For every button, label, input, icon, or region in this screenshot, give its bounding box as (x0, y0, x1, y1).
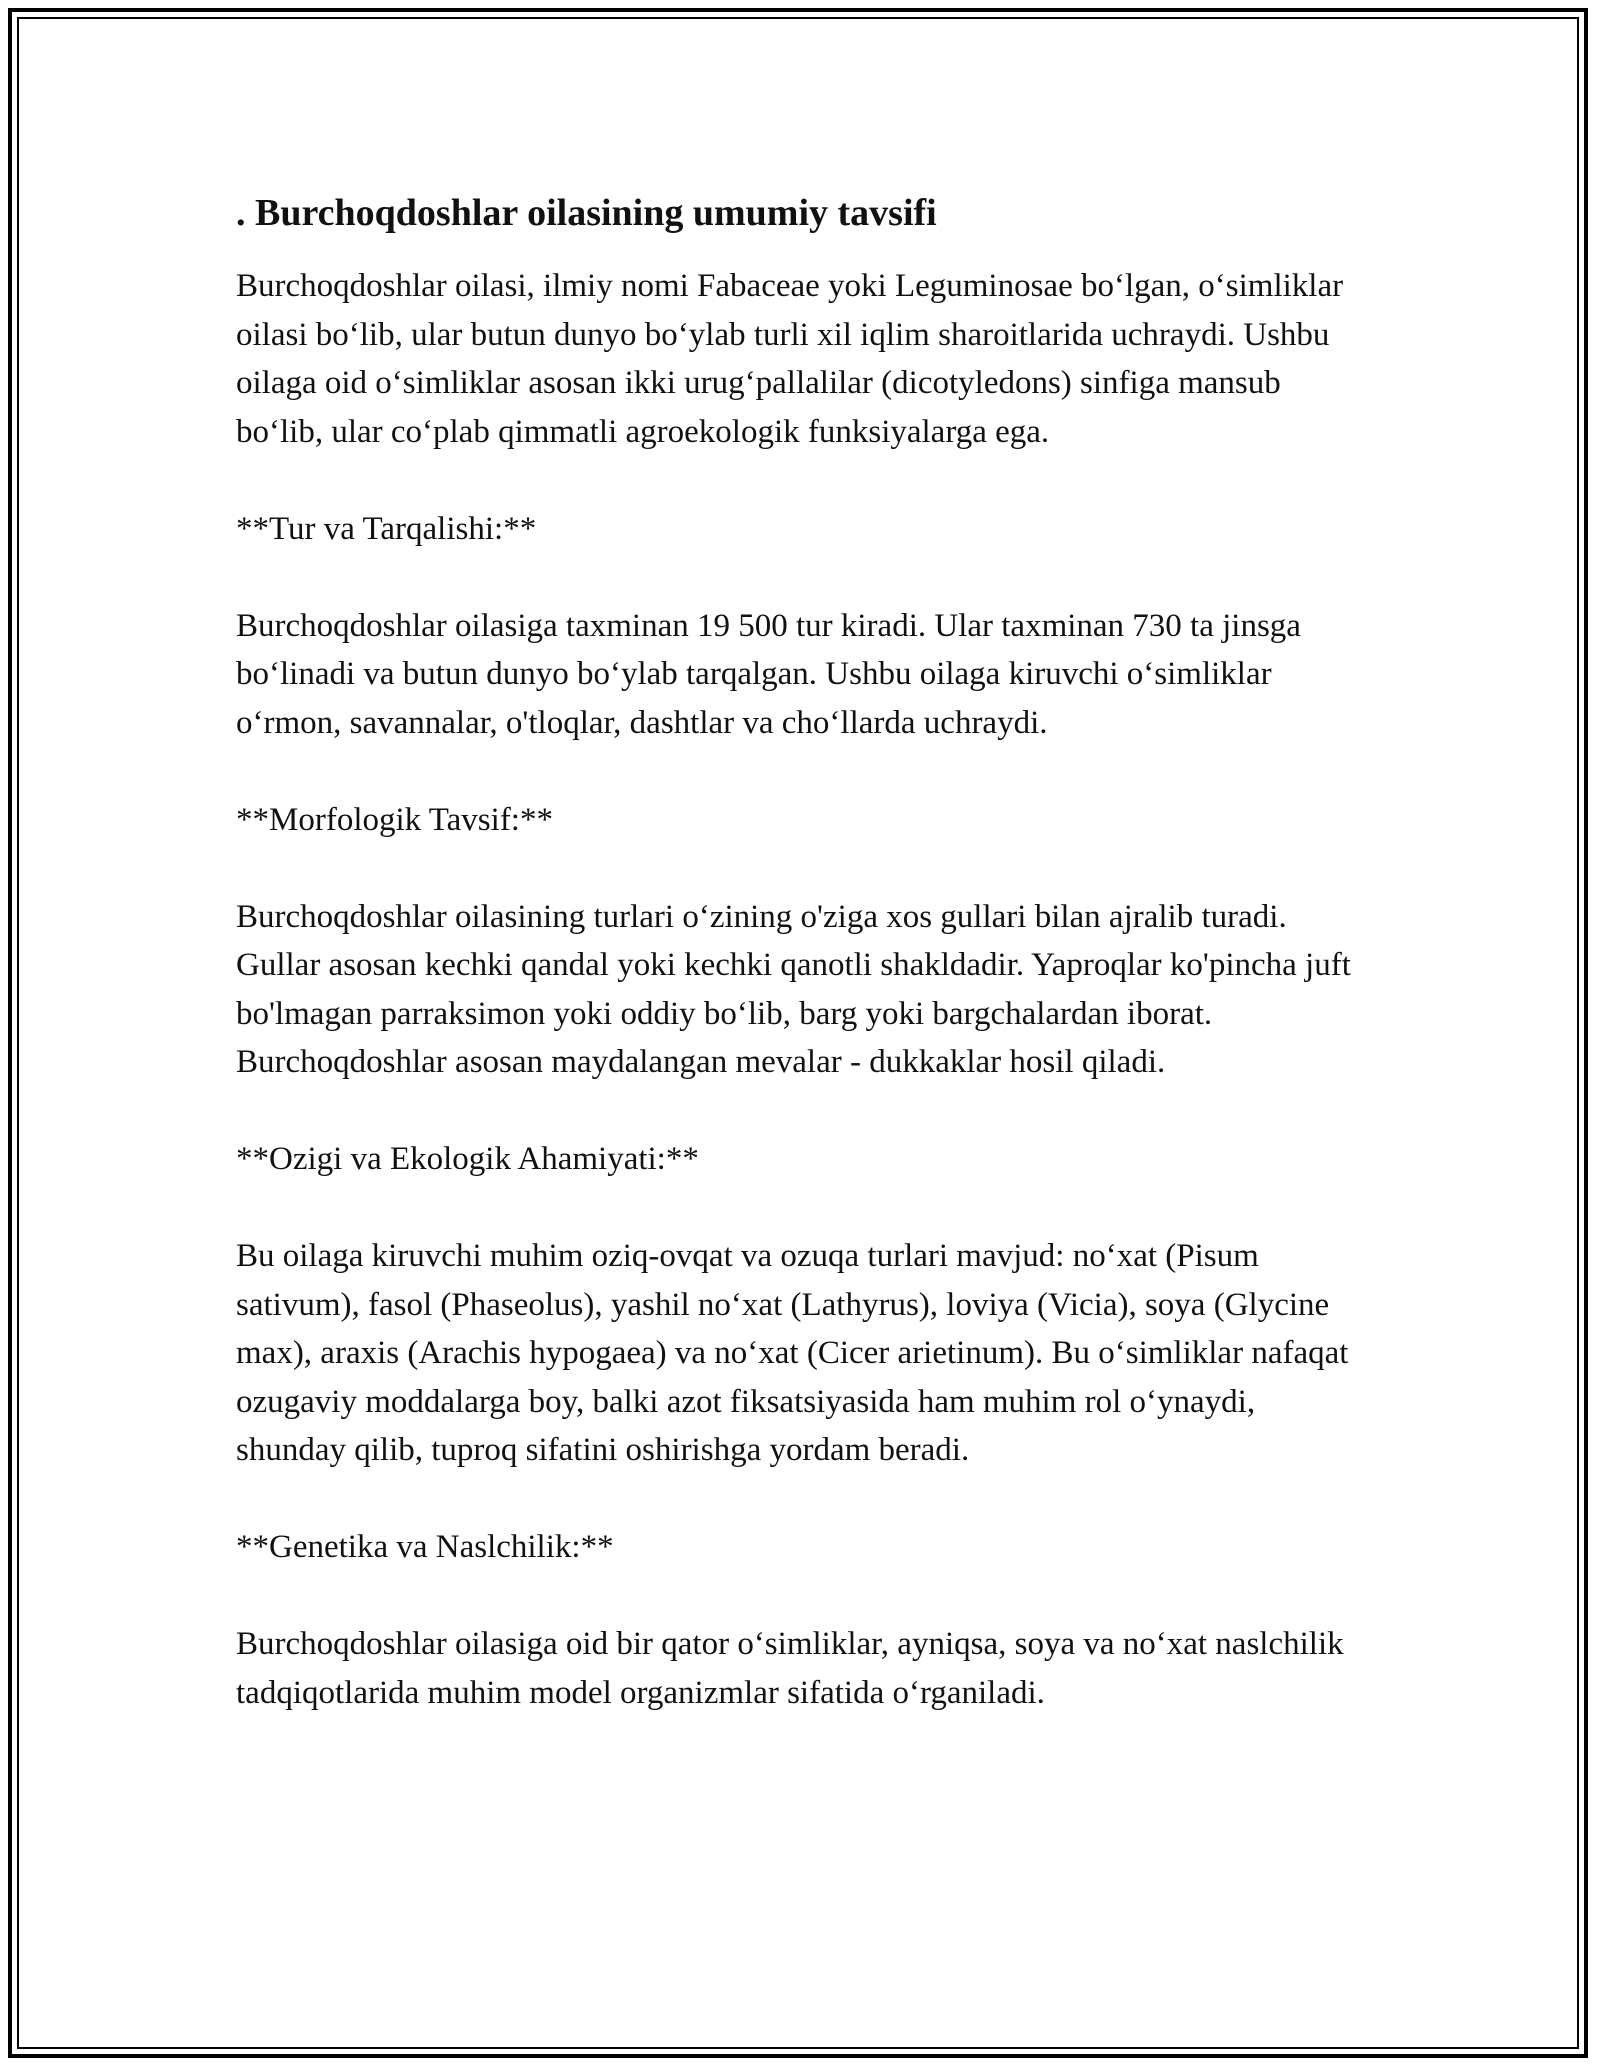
paragraph-morphology: Burchoqdoshlar oilasining turlari oʻzining o'ziga xos gullari bilan ajralib turadi. Gullar asosan kechki qandal yoki kechki qanotli shakldadir. Yaproqlar ko'pincha juft bo'lmagan parraksimon yoki oddiy boʻlib, barg yoki bargchalardan iborat. Burchoqdoshlar asosan maydalangan mevalar - dukkaklar hosil qiladi. (236, 898, 1351, 1080)
section-heading-ecology: **Ozigi va Ekologik Ahamiyati:** (236, 1141, 699, 1177)
paragraph-distribution: Burchoqdoshlar oilasiga taxminan 19 500 tur kiradi. Ular taxminan 730 ta jinsga boʻlinadi va butun dunyo boʻylab tarqalgan. Ushbu oilaga kiruvchi oʻsimliklar oʻrmon, savannalar, o'tloqlar, dashtlar va choʻllarda uchraydi. (236, 607, 1301, 741)
section-heading-distribution: **Tur va Tarqalishi:** (236, 510, 537, 547)
paragraph-ecology: Bu oilaga kiruvchi muhim oziq-ovqat va ozuqa turlari mavjud: noʻxat (Pisum sativum), fasol (Phaseolus), yashil noʻxat (Lathyrus), loviya (Vicia), soya (Glycine max), araxis (Arachis hypogaea) va noʻxat (Cicer arietinum). Bu oʻsimliklar nafaqat ozugaviy moddalarga boy, balki azot fiksatsiyasida ham muhim rol oʻynaydi, shunday qilib, tuproq sifatini oshirishga yordam beradi. (236, 1238, 1349, 1468)
document-body (236, 190, 1366, 1717)
section-heading-genetics: **Genetika va Naslchilik:** (236, 1529, 614, 1565)
paragraph-intro: Burchoqdoshlar oilasi, ilmiy nomi Fabaceae yoki Leguminosae boʻlgan, oʻsimliklar oilasi boʻlib, ular butun dunyo boʻylab turli xil iqlim sharoitlarida uchraydi. Ushbu oilaga oid oʻsimliklar asosan ikki urugʻpallalilar (dicotyledons) sinfiga mansub boʻlib, ular coʻplab qimmatli agroekologik funksiyalarga ega. (236, 268, 1344, 450)
document-title: . Burchoqdoshlar oilasining umumiy tavsifi (236, 192, 937, 234)
paragraph-genetics: Burchoqdoshlar oilasiga oid bir qator oʻsimliklar, ayniqsa, soya va noʻxat naslchilik tadqiqotlarida muhim model organizmlar sifatida oʻrganiladi. (236, 1626, 1344, 1711)
section-heading-morphology: **Morfologik Tavsif:** (236, 801, 553, 838)
